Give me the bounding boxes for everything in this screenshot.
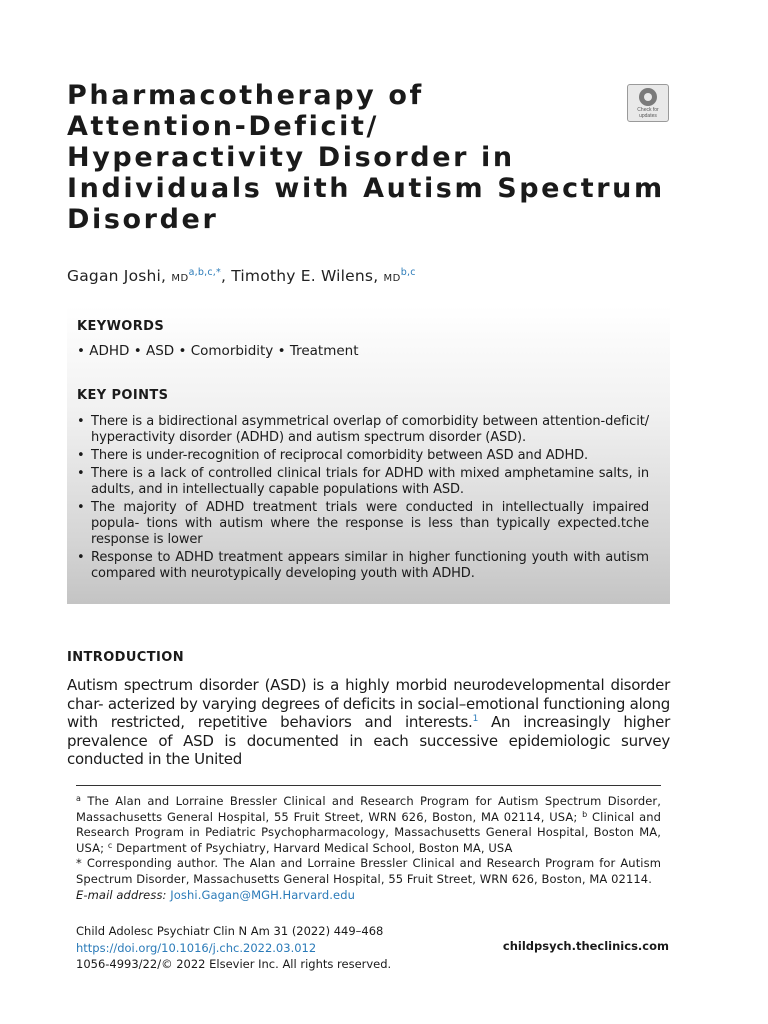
affiliation-marker: a <box>76 794 82 803</box>
introduction-paragraph <box>67 676 670 769</box>
affiliation-text: Department of Psychiatry, Harvard Medical School, Boston MA, USA <box>112 840 513 855</box>
citation-block <box>76 923 391 973</box>
affiliations-footnote <box>76 794 661 903</box>
journal-citation: Child Adolesc Psychiatr Clin N Am 31 (2022) 449–468 <box>76 924 384 938</box>
keywords-list: • ADHD • ASD • Comorbidity • Treatment <box>77 343 359 359</box>
author-degree: MD <box>171 273 189 284</box>
author-name: Gagan Joshi, <box>67 267 167 285</box>
key-points-list <box>77 414 649 584</box>
author-affiliation-ref[interactable]: b,c <box>400 267 416 278</box>
key-points-heading: KEY POINTS <box>77 388 169 403</box>
title-line: Individuals with Autism Spectrum <box>67 173 665 204</box>
intro-text-part: Autism spectrum disorder (ASD) is a highly morbid neurodevelopmental disorder char- acterized by varying degrees of deficits in social–emotional functioning along with restricted, repetitive behaviors and interests. <box>67 676 670 732</box>
article-title <box>67 80 687 235</box>
email-link[interactable]: Joshi.Gagan@MGH.Harvard.edu <box>170 887 356 902</box>
key-point-item: • There is a bidirectional asymmetrical overlap of comorbidity between attention-deficit/ hyperactivity disorder (ADHD) and autism spectrum disorder (ASD). <box>77 414 649 446</box>
author-separator: , <box>220 267 227 285</box>
check-for-updates-icon <box>639 88 657 106</box>
email-label: E-mail address: <box>76 887 167 902</box>
author-degree: MD <box>383 273 401 284</box>
check-for-updates-badge[interactable] <box>627 84 669 122</box>
reference-link[interactable]: 1 <box>472 714 479 725</box>
copyright-line: 1056-4993/22/© 2022 Elsevier Inc. All rights reserved. <box>76 957 392 971</box>
key-point-item: • Response to ADHD treatment appears similar in higher functioning youth with autism compared with neurotypically developing youth with ADHD. <box>77 550 649 582</box>
affiliation-marker: b <box>582 809 588 819</box>
title-line: Pharmacotherapy of <box>67 80 424 111</box>
keywords-keypoints-box <box>67 306 670 604</box>
key-point-item: • There is under-recognition of reciprocal comorbidity between ASD and ADHD. <box>77 448 649 464</box>
key-point-item: • The majority of ADHD treatment trials were conducted in intellectually impaired popula- tions with autism where the response is less than typically expected.tche response is lower <box>77 500 649 548</box>
title-line: Attention-Deficit/ <box>67 111 379 142</box>
author-name: Timothy E. Wilens, <box>231 267 379 285</box>
introduction-heading: INTRODUCTION <box>67 650 184 665</box>
title-line: Disorder <box>67 204 219 235</box>
affiliation-marker: c <box>107 840 113 850</box>
key-point-item: • There is a lack of controlled clinical trials for ADHD with mixed amphetamine salts, in adults, and in intellectually capable populations with ASD. <box>77 466 649 498</box>
journal-site: childpsych.theclinics.com <box>502 939 669 953</box>
footnote-divider <box>76 785 661 786</box>
title-line: Hyperactivity Disorder in <box>67 142 515 173</box>
doi-link[interactable]: https://doi.org/10.1016/j.chc.2022.03.012 <box>76 940 317 955</box>
affiliation-text: Clinical and Research Program in Pediatric Psychopharmacology, Massachusetts General Hospital, Boston MA, USA; <box>76 809 662 855</box>
keywords-heading: KEYWORDS <box>77 319 165 334</box>
badge-label: Check for updates <box>637 107 659 119</box>
author-affiliation-ref[interactable]: a,b,c,* <box>188 267 221 278</box>
corresponding-author: * Corresponding author. The Alan and Lorraine Bressler Clinical and Research Program for Autism Spectrum Disorder, Massachusetts General Hospital, 55 Fruit Street, WRN 626, Boston, MA 02114. <box>76 856 661 886</box>
affiliation-text: The Alan and Lorraine Bressler Clinical and Research Program for Autism Spectrum Disorder, Massachusetts General Hospital, 55 Fruit Street, WRN 626, Boston, MA 02114, USA; <box>76 794 661 824</box>
author-line <box>67 267 416 285</box>
intro-text-part: An increasingly higher prevalence of ASD is documented in each successive epidemiologic survey conducted in the United <box>67 713 671 769</box>
